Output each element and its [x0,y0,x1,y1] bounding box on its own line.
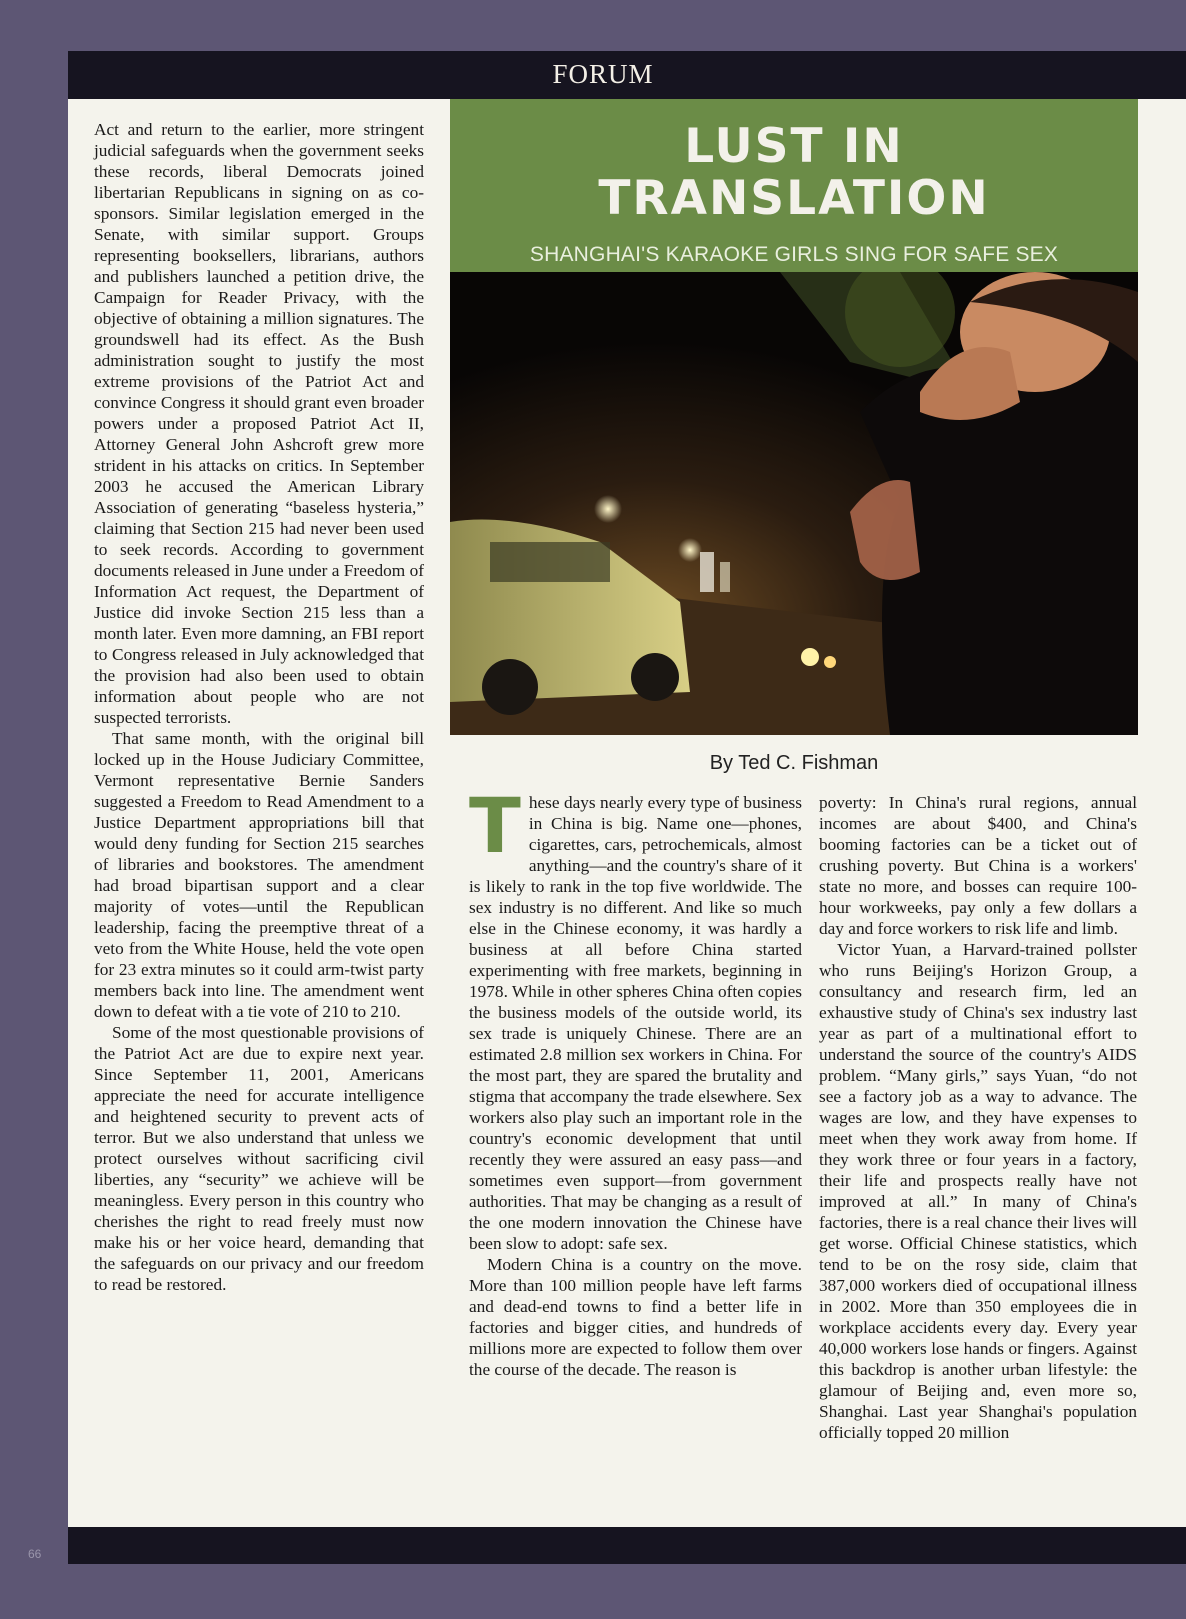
article-paragraph-1-text: hese days nearly every type of business in China is big. Name one—phones, cigarettes, cars, petrochemicals, almost anything—and the country's share of it is likely to rank in the top five worldwide. The sex industry is no different. And like so much else in the Chinese economy, it was hardly a business at all before China started experimenting with free markets, beginning in 1978. While in other spheres China often copies the business models of the outside world, its sex trade is uniquely Chinese. There are an estimated 2.8 million sex workers in China. For the most part, they are spared the brutality and stigma that accompany the trade elsewhere. Sex workers also play such an important role in the country's economic development that until recently they were assured an easy pass—and sometimes even support—from government authorities. That may be changing as a result of the one modern innovation the Chinese have been slow to adopt: safe sex. [469,793,802,1253]
article-subtitle: SHANGHAI'S KARAOKE GIRLS SING FOR SAFE SEX [529,243,1059,266]
page-number: 66 [28,1547,42,1561]
article-paragraph-3: poverty: In China's rural regions, annual incomes are about $400, and China's booming factories can be a ticket out of crushing poverty. But China is a workers' state no more, and bosses can require 100-hour workweeks, pay only a few dollars a day and force workers to risk life and limb. [819,793,1137,938]
header-band [68,51,1186,99]
article-column-1 [469,781,802,1380]
title-banner [450,99,1138,272]
article-photo [450,272,1138,735]
article-column-2 [819,792,1137,1443]
section-label: FORUM [552,59,654,89]
article-title-line-2: TRANSLATION [598,171,990,226]
magazine-page [68,99,1186,1527]
left-column [94,119,424,1295]
article-paragraph-4: Victor Yuan, a Harvard-trained pollster who runs Beijing's Horizon Group, a consultancy and research firm, led an exhaustive study of China's sex industry last year as part of a multinational effort to understand the source of the country's AIDS problem. “Many girls,” says Yuan, “do not see a factory job as a way to advance. The wages are low, and they have expenses to meet when they work away from home. If they work three or four years in a factory, their life and prospects really have not improved at all.” In many of China's factories, there is a real chance their lives will get worse. Official Chinese statistics, which tend to be on the rosy side, claim that 387,000 workers died of occupational illness in 2002. More than 350 employees die in workplace accidents every day. Every year 40,000 workers lose hands or fingers. Against this backdrop is another urban lifestyle: the glamour of Beijing and, even more so, Shanghai. Last year Shanghai's population officially topped 20 million [819,940,1137,1442]
night-street-photo [450,272,1138,735]
drop-cap: T [469,781,521,870]
article-title-line-1: LUST IN [684,119,904,174]
byline: By Ted C. Fishman [709,752,879,774]
left-paragraph-3: Some of the most questionable provisions of the Patriot Act are due to expire next year. Since September 11, 2001, Americans appreciate the need for accurate intelligence and heightened security to prevent acts of terror. But we also understand that unless we protect ourselves without sacrificing civil liberties, any “security” we achieve will be meaningless. Every person in this country who cherishes the right to read freely must now make his or her voice heard, demanding that the safeguards on our privacy and our freedom to read be restored. [94,1023,424,1294]
article-title [450,121,1138,225]
left-paragraph-2: That same month, with the original bill locked up in the House Judiciary Committee, Vermont representative Bernie Sanders suggested a Freedom to Read Amendment to a Justice Department appropriations bill that would deny funding for Section 215 searches of libraries and bookstores. The amendment had broad bipartisan support and a clear majority of votes—until the Republican leadership, facing the preemptive threat of a veto from the White House, held the vote open for 23 extra minutes so it could arm-twist party members back into line. The amendment went down to defeat with a tie vote of 210 to 210. [94,729,424,1021]
article-paragraph-2: Modern China is a country on the move. More than 100 million people have left farms and dead-end towns to find a better life in factories and bigger cities, and hundreds of millions more are expected to follow them over the course of the decade. The reason is [469,1255,802,1379]
article-paragraph-1 [469,781,802,1254]
left-paragraph-1: Act and return to the earlier, more stringent judicial safeguards when the government seeks these records, liberal Democrats joined libertarian Republicans in signing on as co-sponsors. Similar legislation emerged in the Senate, with similar support. Groups representing booksellers, librarians, authors and publishers launched a petition drive, the Campaign for Reader Privacy, with the objective of obtaining a million signatures. The groundswell had its effect. As the Bush administration sought to justify the most extreme provisions of the Patriot Act and convince Congress it should grant even broader powers under a proposed Patriot Act II, Attorney General John Ashcroft grew more strident in his attacks on critics. In September 2003 he accused the American Library Association of generating “baseless hysteria,” claiming that Section 215 had never been used to seek records. According to government documents released in June under a Freedom of Information Act request, the Department of Justice did invoke Section 215 less than a month later. Even more damning, an FBI report to Congress released in July acknowledged that the provision had also been used to obtain information about people who are not suspected terrorists. [94,120,424,727]
